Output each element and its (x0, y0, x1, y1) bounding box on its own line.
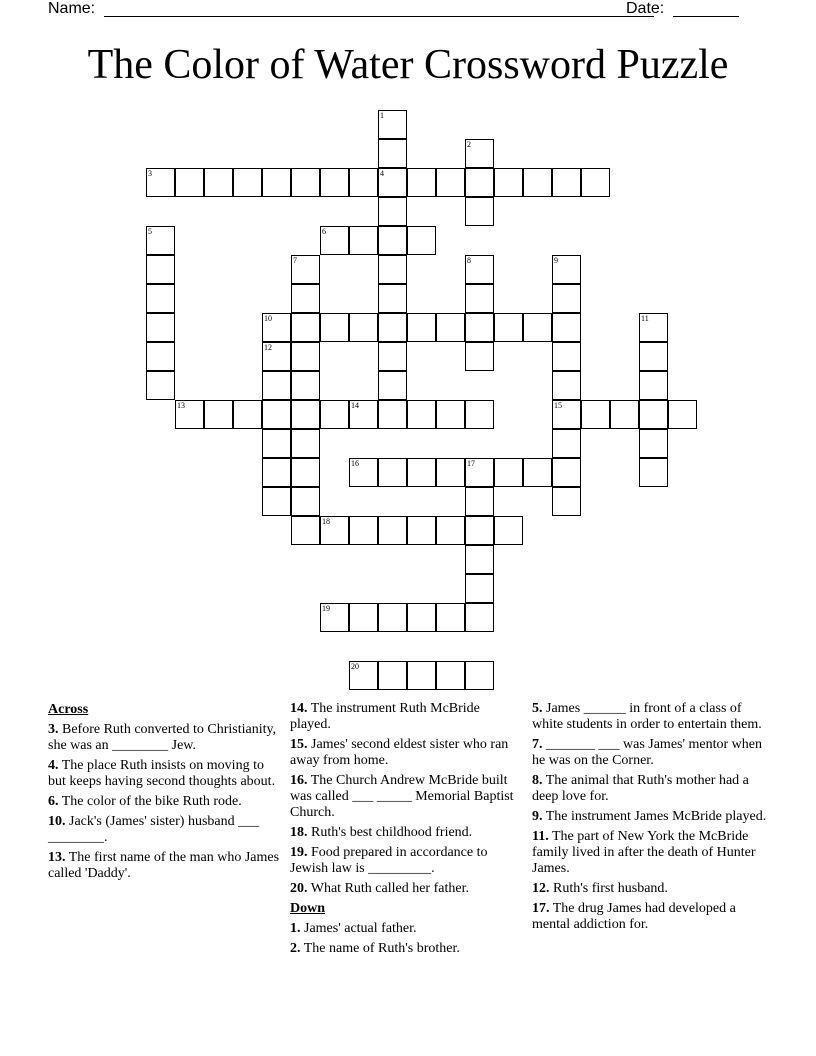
grid-cell[interactable] (552, 168, 581, 197)
grid-cell[interactable] (378, 603, 407, 632)
clue: 17. The drug James had developed a mental addiction for. (532, 901, 736, 932)
grid-cell[interactable] (378, 226, 407, 255)
grid-cell[interactable] (668, 400, 697, 429)
grid-cell[interactable] (349, 400, 378, 429)
clues-column-2 (290, 701, 522, 961)
clue: 16. The Church Andrew McBride built was called ___ _____ Memorial Baptist Church. (290, 773, 514, 820)
grid-cell[interactable] (465, 139, 494, 168)
grid-cell[interactable] (262, 342, 291, 371)
grid-cell[interactable] (146, 371, 175, 400)
grid-cell[interactable] (639, 313, 668, 342)
grid-cell[interactable] (465, 603, 494, 632)
grid-cell[interactable] (291, 516, 320, 545)
clue: 10. Jack's (James' sister) husband ___ ________. (48, 814, 260, 845)
grid-cell[interactable] (146, 255, 175, 284)
clue: 7. _______ ___ was James' mentor when he was on the Corner. (532, 737, 762, 768)
grid-cell[interactable] (465, 255, 494, 284)
clue-label: 10. (48, 814, 66, 829)
clue: 20. What Ruth called her father. (290, 881, 469, 896)
grid-cell[interactable] (639, 342, 668, 371)
grid-cell[interactable] (378, 400, 407, 429)
grid-cell[interactable] (552, 371, 581, 400)
grid-cell[interactable] (523, 313, 552, 342)
across-clue-list (48, 722, 280, 882)
clue-label: 15. (290, 737, 308, 752)
grid-cell[interactable] (494, 516, 523, 545)
grid-cell[interactable] (146, 226, 175, 255)
grid-cell[interactable] (378, 371, 407, 400)
grid-cell[interactable] (204, 400, 233, 429)
grid-cell[interactable] (262, 371, 291, 400)
clue-label: 12. (532, 881, 550, 896)
grid-cell[interactable] (320, 516, 349, 545)
clue-number: 2 (467, 140, 471, 149)
grid-cell[interactable] (436, 400, 465, 429)
grid-cell[interactable] (407, 313, 436, 342)
clue-number: 13 (177, 401, 185, 410)
clue-label: 6. (48, 794, 59, 809)
clue: 12. Ruth's first husband. (532, 881, 668, 896)
clue: 14. The instrument Ruth McBride played. (290, 701, 480, 732)
grid-cell[interactable] (494, 458, 523, 487)
clue-label: 7. (532, 737, 543, 752)
down-clue-list-continued (532, 701, 768, 933)
clue-label: 2. (290, 941, 301, 956)
grid-cell[interactable] (552, 313, 581, 342)
grid-cell[interactable] (378, 313, 407, 342)
grid-cell[interactable] (262, 487, 291, 516)
grid-cell[interactable] (465, 313, 494, 342)
clue-number: 7 (293, 256, 297, 265)
clue-label: 14. (290, 701, 308, 716)
grid-cell[interactable] (378, 458, 407, 487)
across-heading: Across (48, 702, 89, 717)
grid-cell[interactable] (465, 661, 494, 690)
clue-label: 8. (532, 773, 543, 788)
clue: 4. The place Ruth insists on moving to but keeps having second thoughts about. (48, 758, 276, 789)
grid-cell[interactable] (378, 110, 407, 139)
clue: 15. James' second eldest sister who ran away from home. (290, 737, 509, 768)
clues-column-3 (532, 701, 768, 937)
grid-cell[interactable] (407, 168, 436, 197)
grid-cell[interactable] (320, 313, 349, 342)
grid-cell[interactable] (262, 458, 291, 487)
clue-number: 20 (351, 662, 359, 671)
grid-cell[interactable] (349, 226, 378, 255)
clue-label: 13. (48, 850, 66, 865)
grid-cell[interactable] (262, 313, 291, 342)
clue: 3. Before Ruth converted to Christianity, she was an ________ Jew. (48, 722, 277, 753)
clue-label: 20. (290, 881, 308, 896)
grid-cell[interactable] (378, 168, 407, 197)
grid-cell[interactable] (378, 661, 407, 690)
grid-cell[interactable] (436, 313, 465, 342)
clue-number: 9 (554, 256, 558, 265)
grid-cell[interactable] (291, 255, 320, 284)
grid-cell[interactable] (291, 487, 320, 516)
grid-cell[interactable] (175, 168, 204, 197)
clue-number: 6 (322, 227, 326, 236)
grid-cell[interactable] (291, 458, 320, 487)
grid-cell[interactable] (639, 429, 668, 458)
clue: 19. Food prepared in accordance to Jewish law is _________. (290, 845, 488, 876)
clue: 2. The name of Ruth's brother. (290, 941, 460, 956)
grid-cell[interactable] (262, 168, 291, 197)
grid-cell[interactable] (146, 284, 175, 313)
clue-label: 5. (532, 701, 543, 716)
grid-cell[interactable] (378, 139, 407, 168)
clue-number: 17 (467, 459, 475, 468)
grid-cell[interactable] (320, 168, 349, 197)
grid-cell[interactable] (349, 313, 378, 342)
grid-cell[interactable] (349, 168, 378, 197)
grid-cell[interactable] (175, 400, 204, 429)
grid-cell[interactable] (552, 284, 581, 313)
grid-cell[interactable] (436, 603, 465, 632)
grid-cell[interactable] (407, 516, 436, 545)
grid-cell[interactable] (378, 284, 407, 313)
clue: 5. James ______ in front of a class of white students in order to entertain them. (532, 701, 762, 732)
grid-cell[interactable] (146, 313, 175, 342)
grid-cell[interactable] (407, 226, 436, 255)
grid-cell[interactable] (320, 603, 349, 632)
clue: 11. The part of New York the McBride family lived in after the death of Hunter James. (532, 829, 756, 876)
grid-cell[interactable] (146, 168, 175, 197)
grid-cell[interactable] (407, 603, 436, 632)
across-clue-list-continued (290, 701, 522, 897)
grid-cell[interactable] (465, 400, 494, 429)
grid-cell[interactable] (581, 400, 610, 429)
down-heading: Down (290, 901, 326, 916)
clue-label: 4. (48, 758, 59, 773)
clue-label: 19. (290, 845, 308, 860)
grid-cell[interactable] (436, 168, 465, 197)
grid-cell[interactable] (465, 487, 494, 516)
grid-cell[interactable] (639, 371, 668, 400)
grid-cell[interactable] (407, 458, 436, 487)
grid-cell[interactable] (552, 255, 581, 284)
grid-cell[interactable] (436, 458, 465, 487)
clue: 8. The animal that Ruth's mother had a deep love for. (532, 773, 749, 804)
grid-cell[interactable] (465, 574, 494, 603)
grid-cell[interactable] (291, 342, 320, 371)
grid-cell[interactable] (291, 371, 320, 400)
clue: 6. The color of the bike Ruth rode. (48, 794, 242, 809)
grid-cell[interactable] (262, 400, 291, 429)
grid-cell[interactable] (552, 458, 581, 487)
grid-cell[interactable] (639, 458, 668, 487)
grid-cell[interactable] (291, 313, 320, 342)
grid-cell[interactable] (610, 400, 639, 429)
clue-label: 3. (48, 722, 59, 737)
grid-cell[interactable] (146, 342, 175, 371)
name-label: Name: (48, 0, 96, 17)
clue-number: 5 (148, 227, 152, 236)
grid-cell[interactable] (639, 400, 668, 429)
grid-cell[interactable] (465, 545, 494, 574)
grid-cell[interactable] (465, 168, 494, 197)
clue-number: 19 (322, 604, 330, 613)
grid-cell[interactable] (291, 429, 320, 458)
grid-cell[interactable] (291, 284, 320, 313)
grid-cell[interactable] (436, 516, 465, 545)
clue-label: 9. (532, 809, 543, 824)
grid-cell[interactable] (291, 400, 320, 429)
grid-cell[interactable] (320, 400, 349, 429)
grid-cell[interactable] (407, 661, 436, 690)
grid-cell[interactable] (581, 168, 610, 197)
clue-label: 18. (290, 825, 308, 840)
clue-number: 3 (148, 169, 152, 178)
grid-cell[interactable] (552, 487, 581, 516)
clue-number: 11 (641, 314, 649, 323)
clue: 18. Ruth's best childhood friend. (290, 825, 473, 840)
grid-cell[interactable] (494, 313, 523, 342)
grid-cell[interactable] (552, 429, 581, 458)
clue-number: 8 (467, 256, 471, 265)
grid-cell[interactable] (349, 516, 378, 545)
grid-cell[interactable] (465, 284, 494, 313)
clue-number: 10 (264, 314, 272, 323)
date-label: Date: (626, 0, 665, 17)
clue: 9. The instrument James McBride played. (532, 809, 767, 824)
grid-cell[interactable] (523, 458, 552, 487)
page-title: The Color of Water Crossword Puzzle (87, 42, 729, 88)
grid-cell[interactable] (233, 168, 262, 197)
clue-number: 1 (380, 111, 384, 120)
down-clue-list (290, 921, 522, 957)
grid-cell[interactable] (291, 168, 320, 197)
clue-label: 1. (290, 921, 301, 936)
grid-cell[interactable] (407, 400, 436, 429)
grid-cell[interactable] (378, 342, 407, 371)
grid-cell[interactable] (552, 342, 581, 371)
grid-cell[interactable] (320, 226, 349, 255)
clue-number: 18 (322, 517, 330, 526)
grid-cell[interactable] (349, 661, 378, 690)
clue-number: 12 (264, 343, 272, 352)
clue-label: 17. (532, 901, 550, 916)
grid-cell[interactable] (494, 168, 523, 197)
grid-cell[interactable] (378, 255, 407, 284)
grid-cell[interactable] (378, 516, 407, 545)
clue: 13. The first name of the man who James called 'Daddy'. (48, 850, 280, 881)
grid-cell[interactable] (465, 516, 494, 545)
clues-column-1 (48, 701, 280, 886)
grid-cell[interactable] (204, 168, 233, 197)
clue-number: 14 (351, 401, 359, 410)
clue: 1. James' actual father. (290, 921, 417, 936)
grid-cell[interactable] (465, 197, 494, 226)
grid-cell[interactable] (523, 168, 552, 197)
clue-number: 16 (351, 459, 359, 468)
grid-cell[interactable] (262, 429, 291, 458)
grid-cell[interactable] (552, 400, 581, 429)
grid-cell[interactable] (465, 342, 494, 371)
clue-number: 15 (554, 401, 562, 410)
grid-cell[interactable] (378, 197, 407, 226)
grid-cell[interactable] (349, 603, 378, 632)
clue-number: 4 (380, 169, 384, 178)
clue-label: 16. (290, 773, 308, 788)
grid-cell[interactable] (233, 400, 262, 429)
grid-cell[interactable] (349, 458, 378, 487)
grid-cell[interactable] (436, 661, 465, 690)
grid-cell[interactable] (465, 458, 494, 487)
clue-label: 11. (532, 829, 549, 844)
